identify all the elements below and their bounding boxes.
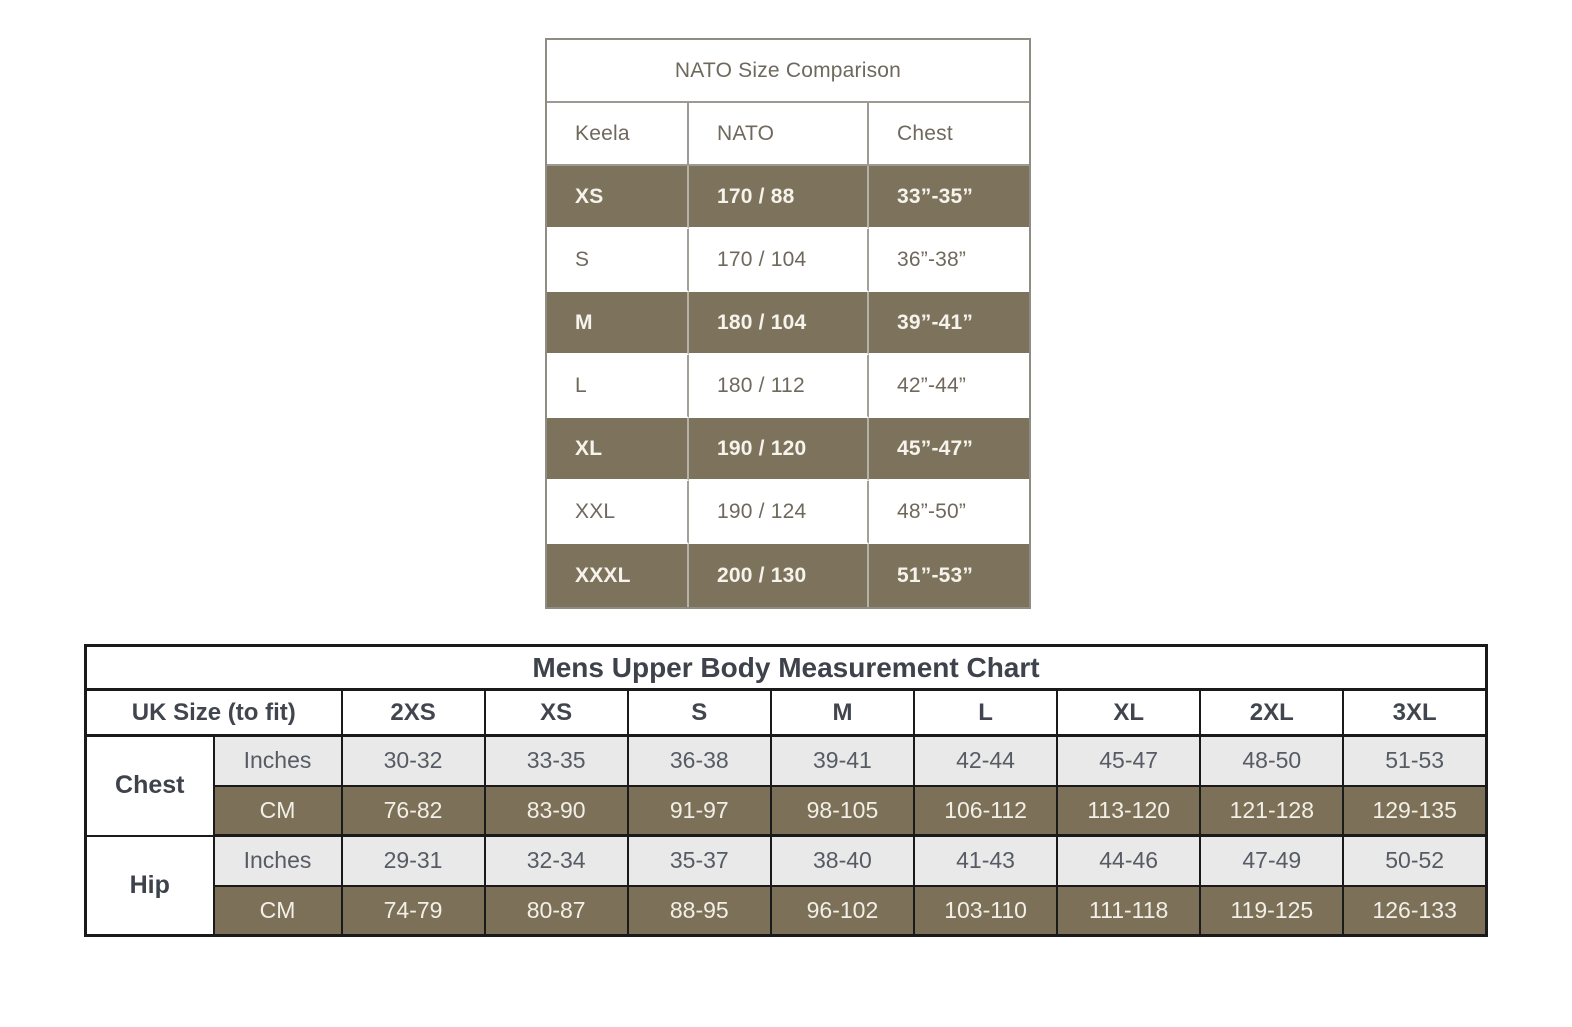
nato-size-table (545, 38, 1031, 609)
measurement-cell: 29-31 (342, 836, 485, 886)
measurement-cell: 44-46 (1057, 836, 1200, 886)
size-col-header-s: S (628, 690, 771, 736)
nato-row-xxl (547, 481, 1029, 544)
measurement-cell: 74-79 (342, 886, 485, 936)
size-col-header-m: M (771, 690, 914, 736)
measurement-table-container (84, 644, 1488, 937)
nato-cell-chest: 33”-35” (869, 166, 1029, 229)
unit-label-cm: CM (214, 786, 342, 836)
measurement-cell: 42-44 (914, 736, 1057, 786)
measurement-cell: 80-87 (485, 886, 628, 936)
measurement-cell: 76-82 (342, 786, 485, 836)
size-col-header-xl: XL (1057, 690, 1200, 736)
measurement-cell: 126-133 (1343, 886, 1486, 936)
nato-header-row (547, 103, 1029, 166)
measurement-cell: 32-34 (485, 836, 628, 886)
nato-cell-nato: 190 / 120 (689, 418, 869, 481)
nato-cell-nato: 190 / 124 (689, 481, 869, 544)
section-label-hip: Hip (86, 836, 214, 936)
nato-cell-size: XS (547, 166, 689, 229)
measurement-cell: 91-97 (628, 786, 771, 836)
measurement-cell: 129-135 (1343, 786, 1486, 836)
nato-row-xs (547, 166, 1029, 229)
measurement-cell: 35-37 (628, 836, 771, 886)
size-col-header-xs: XS (485, 690, 628, 736)
measurement-cell: 30-32 (342, 736, 485, 786)
nato-cell-nato: 170 / 88 (689, 166, 869, 229)
measurement-cell: 113-120 (1057, 786, 1200, 836)
size-col-header-2xs: 2XS (342, 690, 485, 736)
measurement-cell: 39-41 (771, 736, 914, 786)
measurement-cell: 98-105 (771, 786, 914, 836)
measurement-header-row (86, 690, 1487, 736)
measurement-cell: 103-110 (914, 886, 1057, 936)
nato-row-l (547, 355, 1029, 418)
measurement-cell: 50-52 (1343, 836, 1486, 886)
nato-size-table-container (545, 38, 1027, 609)
measurement-cell: 119-125 (1200, 886, 1343, 936)
nato-cell-chest: 36”-38” (869, 229, 1029, 292)
chest-cm-row (86, 786, 1487, 836)
nato-table-title: NATO Size Comparison (547, 40, 1029, 103)
measurement-title-row (86, 646, 1487, 690)
unit-label-inches: Inches (214, 736, 342, 786)
measurement-cell: 83-90 (485, 786, 628, 836)
chest-inches-row (86, 736, 1487, 786)
nato-title-row (547, 40, 1029, 103)
nato-col-header-chest: Chest (869, 103, 1029, 166)
uk-size-header: UK Size (to fit) (86, 690, 342, 736)
nato-cell-size: M (547, 292, 689, 355)
nato-cell-chest: 51”-53” (869, 544, 1029, 607)
nato-cell-size: XL (547, 418, 689, 481)
nato-cell-chest: 48”-50” (869, 481, 1029, 544)
nato-cell-size: L (547, 355, 689, 418)
size-col-header-3xl: 3XL (1343, 690, 1486, 736)
nato-row-xl (547, 418, 1029, 481)
measurement-table-title: Mens Upper Body Measurement Chart (86, 646, 1487, 690)
nato-cell-nato: 180 / 104 (689, 292, 869, 355)
nato-cell-size: XXL (547, 481, 689, 544)
nato-col-header-keela: Keela (547, 103, 689, 166)
measurement-cell: 33-35 (485, 736, 628, 786)
nato-row-xxxl (547, 544, 1029, 607)
nato-row-s (547, 229, 1029, 292)
unit-label-inches: Inches (214, 836, 342, 886)
hip-inches-row (86, 836, 1487, 886)
measurement-cell: 45-47 (1057, 736, 1200, 786)
measurement-cell: 51-53 (1343, 736, 1486, 786)
measurement-cell: 111-118 (1057, 886, 1200, 936)
measurement-cell: 47-49 (1200, 836, 1343, 886)
unit-label-cm: CM (214, 886, 342, 936)
nato-cell-nato: 180 / 112 (689, 355, 869, 418)
size-col-header-2xl: 2XL (1200, 690, 1343, 736)
nato-cell-nato: 200 / 130 (689, 544, 869, 607)
measurement-cell: 96-102 (771, 886, 914, 936)
measurement-cell: 36-38 (628, 736, 771, 786)
nato-cell-chest: 39”-41” (869, 292, 1029, 355)
measurement-table (84, 644, 1488, 937)
measurement-cell: 38-40 (771, 836, 914, 886)
hip-cm-row (86, 886, 1487, 936)
nato-cell-chest: 42”-44” (869, 355, 1029, 418)
measurement-cell: 106-112 (914, 786, 1057, 836)
section-label-chest: Chest (86, 736, 214, 836)
nato-cell-size: XXXL (547, 544, 689, 607)
measurement-cell: 88-95 (628, 886, 771, 936)
size-col-header-l: L (914, 690, 1057, 736)
measurement-cell: 48-50 (1200, 736, 1343, 786)
measurement-cell: 41-43 (914, 836, 1057, 886)
nato-cell-size: S (547, 229, 689, 292)
nato-row-m (547, 292, 1029, 355)
nato-col-header-nato: NATO (689, 103, 869, 166)
nato-cell-chest: 45”-47” (869, 418, 1029, 481)
measurement-cell: 121-128 (1200, 786, 1343, 836)
nato-cell-nato: 170 / 104 (689, 229, 869, 292)
